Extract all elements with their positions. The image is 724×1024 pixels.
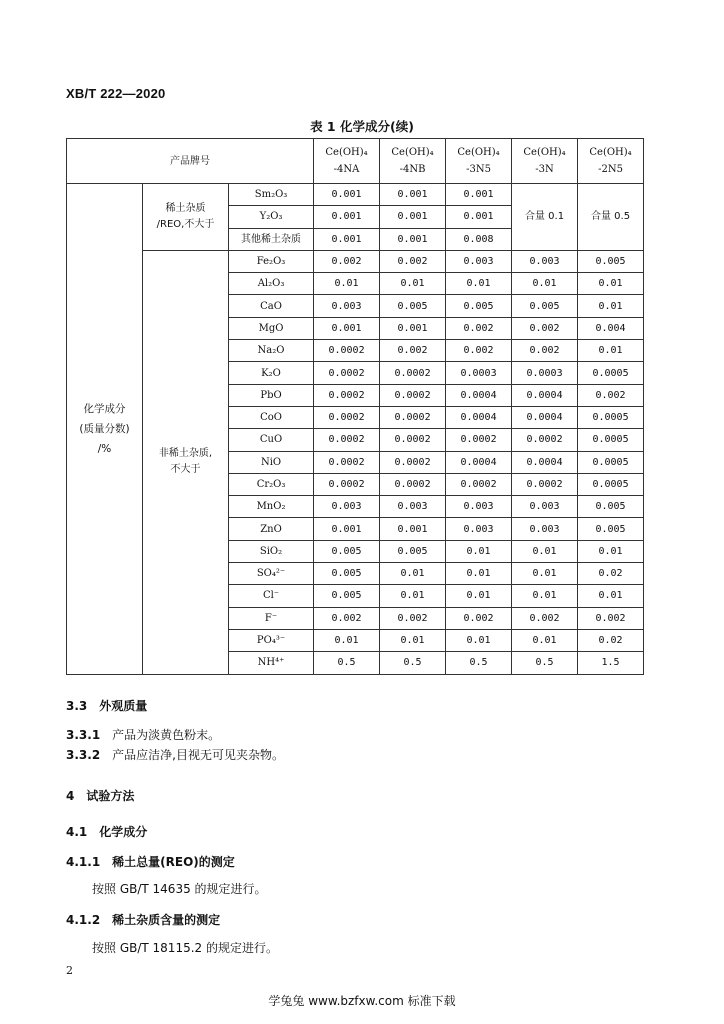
- value-cell: 0.001: [314, 228, 380, 250]
- value-cell: 0.0002: [314, 473, 380, 495]
- value-cell: 0.005: [314, 540, 380, 562]
- impurity-name: CaO: [229, 295, 314, 317]
- value-cell: 0.005: [380, 295, 446, 317]
- cell-line: -4NA: [333, 164, 360, 175]
- value-cell: 0.0004: [446, 451, 512, 473]
- impurity-name: K₂O: [229, 362, 314, 384]
- grade-column-header: [578, 139, 644, 184]
- value-cell: 0.002: [446, 607, 512, 629]
- value-cell: 0.0002: [314, 340, 380, 362]
- value-cell: 0.0002: [314, 451, 380, 473]
- value-cell: 0.005: [446, 295, 512, 317]
- value-cell: 0.001: [446, 206, 512, 228]
- value-cell: 0.001: [314, 206, 380, 228]
- section-4-heading: 4 试验方法: [66, 789, 135, 803]
- value-cell: 0.002: [446, 317, 512, 339]
- cell-line: /REO,不大于: [156, 218, 215, 230]
- value-cell: 0.003: [314, 295, 380, 317]
- rare-earth-impurity-group: [143, 184, 229, 251]
- value-cell: 0.003: [314, 496, 380, 518]
- value-cell: 0.0002: [314, 362, 380, 384]
- value-cell: 0.002: [512, 340, 578, 362]
- value-cell: 0.01: [446, 273, 512, 295]
- value-cell: 0.003: [446, 250, 512, 272]
- chemical-composition-table: [66, 138, 644, 675]
- value-cell: 0.0005: [578, 406, 644, 428]
- table-caption: 表 1 化学成分(续): [310, 119, 414, 134]
- header-row: [67, 139, 644, 184]
- impurity-name: CuO: [229, 429, 314, 451]
- value-cell: 0.02: [578, 563, 644, 585]
- value-cell: 0.001: [380, 206, 446, 228]
- impurity-name: Al₂O₃: [229, 273, 314, 295]
- value-cell: 0.005: [578, 518, 644, 540]
- value-cell: 0.01: [578, 585, 644, 607]
- value-cell: 0.0002: [380, 429, 446, 451]
- value-cell: 0.005: [512, 295, 578, 317]
- impurity-name: SO₄²⁻: [229, 563, 314, 585]
- section-4-1-1-heading: 4.1.1 稀土总量(REO)的测定: [66, 855, 235, 869]
- value-cell: 0.0002: [314, 384, 380, 406]
- value-cell: 0.001: [314, 317, 380, 339]
- value-cell: 0.01: [380, 563, 446, 585]
- rare-total-cell: 合量 0.5: [578, 184, 644, 251]
- impurity-name: NH⁴⁺: [229, 652, 314, 674]
- non-rare-earth-impurity-group: [143, 250, 229, 674]
- grade-column-header: [314, 139, 380, 184]
- value-cell: 0.01: [512, 629, 578, 651]
- value-cell: 0.0002: [380, 362, 446, 384]
- value-cell: 0.0003: [446, 362, 512, 384]
- value-cell: 0.01: [446, 563, 512, 585]
- value-cell: 0.0004: [512, 384, 578, 406]
- value-cell: 0.004: [578, 317, 644, 339]
- chemical-composition-label: [67, 184, 143, 675]
- table-row: [67, 184, 644, 206]
- value-cell: 0.001: [314, 518, 380, 540]
- section-4-1-2-heading: 4.1.2 稀土杂质含量的测定: [66, 913, 221, 927]
- value-cell: 0.002: [512, 607, 578, 629]
- value-cell: 0.0002: [380, 451, 446, 473]
- cell-line: -3N: [535, 164, 554, 175]
- value-cell: 0.002: [314, 607, 380, 629]
- impurity-name: MnO₂: [229, 496, 314, 518]
- value-cell: 0.0002: [512, 473, 578, 495]
- value-cell: 0.002: [578, 607, 644, 629]
- impurity-name: PO₄³⁻: [229, 629, 314, 651]
- cell-line: /%: [97, 442, 112, 455]
- impurity-name: SiO₂: [229, 540, 314, 562]
- value-cell: 0.01: [314, 629, 380, 651]
- value-cell: 0.001: [380, 184, 446, 206]
- value-cell: 0.5: [446, 652, 512, 674]
- cell-line: -2N5: [598, 164, 623, 175]
- product-grade-header: 产品牌号: [67, 139, 314, 184]
- value-cell: 0.01: [380, 629, 446, 651]
- value-cell: 0.0002: [380, 384, 446, 406]
- impurity-name: MgO: [229, 317, 314, 339]
- impurity-name: F⁻: [229, 607, 314, 629]
- value-cell: 0.003: [512, 518, 578, 540]
- value-cell: 0.001: [380, 228, 446, 250]
- value-cell: 0.01: [512, 563, 578, 585]
- impurity-name: PbO: [229, 384, 314, 406]
- value-cell: 0.5: [512, 652, 578, 674]
- value-cell: 0.01: [578, 340, 644, 362]
- impurity-name: Na₂O: [229, 340, 314, 362]
- cell-line: Ce(OH)₄: [325, 147, 368, 158]
- cell-line: -3N5: [466, 164, 491, 175]
- section-3-3-1: 3.3.1 产品为淡黄色粉末。: [66, 728, 221, 742]
- cell-line: Ce(OH)₄: [523, 147, 566, 158]
- value-cell: 0.01: [380, 585, 446, 607]
- cell-line: 非稀土杂质,: [158, 448, 213, 460]
- cell-line: -4NB: [399, 164, 426, 175]
- cell-line: 不大于: [170, 464, 201, 476]
- value-cell: 0.0005: [578, 473, 644, 495]
- value-cell: 0.01: [578, 295, 644, 317]
- value-cell: 0.002: [380, 607, 446, 629]
- value-cell: 0.0002: [380, 406, 446, 428]
- value-cell: 0.01: [578, 540, 644, 562]
- value-cell: 0.01: [380, 273, 446, 295]
- value-cell: 0.0002: [380, 473, 446, 495]
- value-cell: 0.005: [578, 496, 644, 518]
- cell-line: (质量分数): [79, 422, 130, 435]
- cell-line: Ce(OH)₄: [457, 147, 500, 158]
- value-cell: 0.0004: [446, 406, 512, 428]
- section-4-1-2-text: 按照 GB/T 18115.2 的规定进行。: [92, 941, 278, 955]
- value-cell: 0.02: [578, 629, 644, 651]
- value-cell: 0.0002: [446, 473, 512, 495]
- site-footer: 学兔兔 www.bzfxw.com 标准下载: [268, 994, 456, 1008]
- cell-line: 化学成分: [83, 402, 126, 415]
- value-cell: 0.0002: [512, 429, 578, 451]
- value-cell: 0.003: [512, 250, 578, 272]
- value-cell: 0.5: [314, 652, 380, 674]
- value-cell: 0.0005: [578, 429, 644, 451]
- value-cell: 0.01: [446, 540, 512, 562]
- value-cell: 0.0005: [578, 362, 644, 384]
- value-cell: 0.003: [446, 518, 512, 540]
- impurity-name: ZnO: [229, 518, 314, 540]
- impurity-name: Cl⁻: [229, 585, 314, 607]
- value-cell: 0.01: [512, 540, 578, 562]
- value-cell: 0.0004: [512, 451, 578, 473]
- cell-line: 稀土杂质: [165, 202, 206, 214]
- value-cell: 0.002: [578, 384, 644, 406]
- value-cell: 0.001: [380, 317, 446, 339]
- value-cell: 0.0002: [314, 406, 380, 428]
- value-cell: 0.005: [314, 585, 380, 607]
- value-cell: 0.002: [380, 340, 446, 362]
- rare-total-cell: 合量 0.1: [512, 184, 578, 251]
- standard-code: XB/T 222—2020: [66, 86, 166, 101]
- section-4-1-heading: 4.1 化学成分: [66, 825, 148, 839]
- value-cell: 1.5: [578, 652, 644, 674]
- grade-column-header: [512, 139, 578, 184]
- value-cell: 0.0004: [512, 406, 578, 428]
- value-cell: 0.008: [446, 228, 512, 250]
- value-cell: 0.0004: [446, 384, 512, 406]
- value-cell: 0.002: [446, 340, 512, 362]
- value-cell: 0.01: [512, 585, 578, 607]
- value-cell: 0.0002: [446, 429, 512, 451]
- impurity-name: Y₂O₃: [229, 206, 314, 228]
- value-cell: 0.002: [380, 250, 446, 272]
- impurity-name: Fe₂O₃: [229, 250, 314, 272]
- value-cell: 0.01: [512, 273, 578, 295]
- value-cell: 0.003: [512, 496, 578, 518]
- value-cell: 0.005: [578, 250, 644, 272]
- value-cell: 0.001: [314, 184, 380, 206]
- value-cell: 0.01: [446, 585, 512, 607]
- value-cell: 0.005: [314, 563, 380, 585]
- cell-line: Ce(OH)₄: [589, 147, 632, 158]
- impurity-name: CoO: [229, 406, 314, 428]
- value-cell: 0.001: [380, 518, 446, 540]
- section-4-1-1-text: 按照 GB/T 14635 的规定进行。: [92, 882, 267, 896]
- page-number: 2: [66, 964, 73, 977]
- impurity-name: Sm₂O₃: [229, 184, 314, 206]
- section-3-3-heading: 3.3 外观质量: [66, 699, 148, 713]
- section-3-3-2: 3.3.2 产品应洁净,目视无可见夹杂物。: [66, 748, 284, 762]
- grade-column-header: [446, 139, 512, 184]
- grade-column-header: [380, 139, 446, 184]
- value-cell: 0.0002: [314, 429, 380, 451]
- impurity-name: Cr₂O₃: [229, 473, 314, 495]
- impurity-name: NiO: [229, 451, 314, 473]
- value-cell: 0.003: [446, 496, 512, 518]
- table-row: [67, 250, 644, 272]
- value-cell: 0.002: [314, 250, 380, 272]
- value-cell: 0.01: [446, 629, 512, 651]
- value-cell: 0.0005: [578, 451, 644, 473]
- value-cell: 0.01: [578, 273, 644, 295]
- value-cell: 0.01: [314, 273, 380, 295]
- value-cell: 0.003: [380, 496, 446, 518]
- value-cell: 0.002: [512, 317, 578, 339]
- value-cell: 0.001: [446, 184, 512, 206]
- value-cell: 0.5: [380, 652, 446, 674]
- value-cell: 0.005: [380, 540, 446, 562]
- cell-line: Ce(OH)₄: [391, 147, 434, 158]
- impurity-name: 其他稀土杂质: [229, 228, 314, 250]
- value-cell: 0.0003: [512, 362, 578, 384]
